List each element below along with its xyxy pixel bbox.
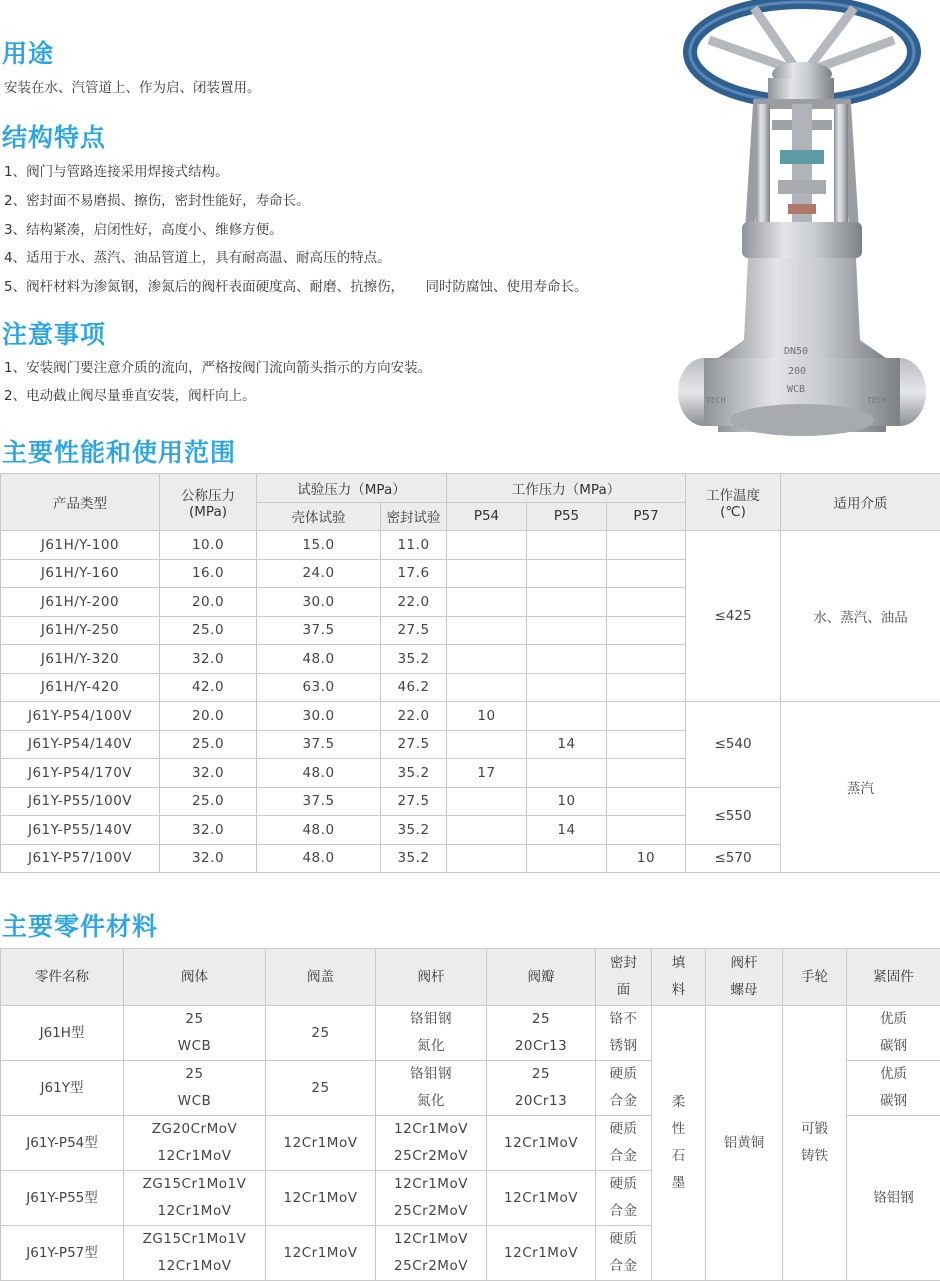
cell-body [124, 1226, 266, 1281]
cell-p57 [607, 673, 686, 702]
cell-medium: 水、蒸汽、油品 [781, 531, 940, 702]
cell-shell: 24.0 [257, 559, 381, 588]
cell-p57 [607, 759, 686, 788]
cell-line: ZG15Cr1Mo1V [124, 1226, 265, 1253]
cell-p55 [527, 531, 607, 560]
cell-type: J61Y-P55/140V [1, 816, 160, 845]
cell-p57 [607, 559, 686, 588]
cell-line: 氮化 [376, 1088, 486, 1115]
cell-seal [596, 1006, 652, 1061]
cell-stem [376, 1061, 487, 1116]
cell-temp: ≤570 [686, 844, 781, 873]
cell-line: 合金 [596, 1253, 651, 1280]
cell-line: 优质 [847, 1006, 940, 1033]
cell-p55: 10 [527, 787, 607, 816]
usage-title: 用途 [2, 34, 54, 70]
cell-seal: 11.0 [381, 531, 447, 560]
cell-temp: ≤540 [686, 702, 781, 788]
cell-line: 12Cr1MoV [376, 1116, 486, 1143]
cell-seal: 35.2 [381, 759, 447, 788]
cell-line: 硬质 [596, 1171, 651, 1198]
col-working-pressure: 工作压力（MPa） [447, 474, 686, 503]
cell-nominal: 32.0 [160, 844, 257, 873]
valve-mark-dn: DN50 [784, 346, 808, 357]
note-line-1: 1、安装阀门要注意介质的流向，严格按阀门流向箭头指示的方向安装。 [4, 356, 431, 376]
cell-p57 [607, 645, 686, 674]
cell-bonnet: 25 [266, 1006, 376, 1061]
cell-seal: 35.2 [381, 645, 447, 674]
materials-table [0, 948, 940, 1281]
cell-nominal: 32.0 [160, 759, 257, 788]
cell-type: J61Y-P54/140V [1, 730, 160, 759]
cell-line: WCB [124, 1033, 265, 1060]
cell-p54 [447, 588, 527, 617]
cell-p54 [447, 816, 527, 845]
cell-line: 25Cr2MoV [376, 1253, 486, 1280]
valve-mark-pressure: 200 [788, 366, 806, 377]
cell-seal [596, 1171, 652, 1226]
cell-p55 [527, 588, 607, 617]
cell-p54 [447, 616, 527, 645]
cell-part: J61Y-P55型 [1, 1171, 124, 1226]
cell-disc: 12Cr1MoV [487, 1226, 596, 1281]
col-working-temp: 工作温度 (℃) [686, 474, 781, 531]
cell-stem [376, 1171, 487, 1226]
cell-line: 25 [124, 1061, 265, 1088]
cell-stem [376, 1226, 487, 1281]
valve-mark-material: WCB [787, 384, 805, 395]
globe-valve-image [664, 0, 940, 455]
materials-table-body [1, 1006, 940, 1281]
cell-stem [376, 1116, 487, 1171]
cell-line: WCB [124, 1088, 265, 1115]
cell-line: 20Cr13 [487, 1033, 595, 1060]
col-disc: 阀瓣 [487, 949, 596, 1006]
cell-line: 硬质 [596, 1116, 651, 1143]
table-row [1, 702, 940, 731]
col-part-name: 零件名称 [1, 949, 124, 1006]
col-body: 阀体 [124, 949, 266, 1006]
cell-nominal: 42.0 [160, 673, 257, 702]
cell-seal [596, 1061, 652, 1116]
cell-shell: 48.0 [257, 645, 381, 674]
cell-line: 优质 [847, 1061, 940, 1088]
feature-line-2: 2、密封面不易磨损、擦伤，密封性能好，寿命长。 [4, 189, 310, 209]
cell-line: 12Cr1MoV [376, 1226, 486, 1253]
cell-part: J61Y-P54型 [1, 1116, 124, 1171]
cell-line: 12Cr1MoV [376, 1171, 486, 1198]
cell-type: J61H/Y-320 [1, 645, 160, 674]
cell-nominal: 25.0 [160, 616, 257, 645]
cell-seal: 17.6 [381, 559, 447, 588]
cell-p55 [527, 759, 607, 788]
cell-line: 硬质 [596, 1226, 651, 1253]
cell-shell: 15.0 [257, 531, 381, 560]
feature-line-4: 4、适用于水、蒸汽、油品管道上，具有耐高温、耐高压的特点。 [4, 246, 391, 266]
cell-line: 柔 [652, 1089, 705, 1116]
col-seal-face: 密封 面 [596, 949, 652, 1006]
cell-nominal: 32.0 [160, 816, 257, 845]
cell-disc [487, 1061, 596, 1116]
cell-fastener: 铬钼钢 [847, 1116, 940, 1281]
cell-stem-nut: 铝黄铜 [706, 1006, 783, 1281]
features-title: 结构特点 [2, 118, 106, 154]
cell-p55 [527, 844, 607, 873]
cell-line: 硬质 [596, 1061, 651, 1088]
table-row [1, 531, 940, 560]
usage-line: 安装在水、汽管道上、作为启、闭装置用。 [4, 76, 261, 96]
cell-body [124, 1171, 266, 1226]
cell-seal: 35.2 [381, 816, 447, 845]
cell-p57 [607, 787, 686, 816]
cell-type: J61H/Y-100 [1, 531, 160, 560]
cell-shell: 48.0 [257, 844, 381, 873]
cell-p57 [607, 616, 686, 645]
cell-line: 石 [652, 1143, 705, 1170]
cell-temp: ≤550 [686, 787, 781, 844]
cell-line: 25Cr2MoV [376, 1143, 486, 1170]
cell-line: 锈钢 [596, 1033, 651, 1060]
cell-p57 [607, 588, 686, 617]
feature-line-5: 5、阀杆材料为渗氮钢，渗氮后的阀杆表面硬度高、耐磨、抗擦伤， 同时防腐蚀、使用寿命长。 [4, 275, 588, 295]
cell-p55: 14 [527, 730, 607, 759]
cell-line: ZG20CrMoV [124, 1116, 265, 1143]
cell-nominal: 32.0 [160, 645, 257, 674]
cell-seal [596, 1226, 652, 1281]
cell-type: J61H/Y-420 [1, 673, 160, 702]
cell-nominal: 25.0 [160, 787, 257, 816]
cell-seal: 27.5 [381, 730, 447, 759]
cell-part: J61Y型 [1, 1061, 124, 1116]
cell-body [124, 1006, 266, 1061]
col-nominal-pressure: 公称压力 (MPa) [160, 474, 257, 531]
cell-bonnet: 12Cr1MoV [266, 1171, 376, 1226]
cell-disc [487, 1006, 596, 1061]
cell-fastener [847, 1006, 940, 1061]
cell-p57 [607, 730, 686, 759]
cell-p54: 17 [447, 759, 527, 788]
feature-line-1: 1、阀门与管路连接采用焊接式结构。 [4, 160, 229, 180]
col-packing: 填 料 [652, 949, 706, 1006]
cell-p54 [447, 787, 527, 816]
cell-nominal: 25.0 [160, 730, 257, 759]
feature-line-3: 3、结构紧凑，启闭性好，高度小、维修方便。 [4, 218, 283, 238]
cell-p55 [527, 559, 607, 588]
cell-seal: 27.5 [381, 787, 447, 816]
cell-p57 [607, 531, 686, 560]
cell-disc: 12Cr1MoV [487, 1116, 596, 1171]
cell-line: 铬钼钢 [376, 1061, 486, 1088]
cell-line: 墨 [652, 1170, 705, 1197]
cell-packing [652, 1006, 706, 1281]
cell-p55 [527, 645, 607, 674]
cell-part: J61H型 [1, 1006, 124, 1061]
cell-line: 12Cr1MoV [124, 1253, 265, 1280]
cell-nominal: 16.0 [160, 559, 257, 588]
cell-seal: 35.2 [381, 844, 447, 873]
cell-stem [376, 1006, 487, 1061]
cell-bonnet: 25 [266, 1061, 376, 1116]
cell-type: J61H/Y-160 [1, 559, 160, 588]
valve-mark-right: TECH [867, 396, 886, 405]
cell-p54 [447, 645, 527, 674]
col-test-pressure: 试验压力（MPa） [257, 474, 447, 503]
cell-shell: 30.0 [257, 588, 381, 617]
cell-p55 [527, 702, 607, 731]
cell-p57 [607, 702, 686, 731]
cell-part: J61Y-P57型 [1, 1226, 124, 1281]
cell-line: 碳钢 [847, 1088, 940, 1115]
notes-title: 注意事项 [2, 315, 106, 351]
col-stem: 阀杆 [376, 949, 487, 1006]
cell-line: 12Cr1MoV [124, 1198, 265, 1225]
cell-fastener [847, 1061, 940, 1116]
cell-p57: 10 [607, 844, 686, 873]
cell-seal: 22.0 [381, 702, 447, 731]
cell-p57 [607, 816, 686, 845]
cell-body [124, 1061, 266, 1116]
cell-type: J61H/Y-200 [1, 588, 160, 617]
note-line-2: 2、电动截止阀尽量垂直安装，阀杆向上。 [4, 384, 256, 404]
cell-p54: 10 [447, 702, 527, 731]
cell-line: 25 [124, 1006, 265, 1033]
cell-handwheel [783, 1006, 847, 1281]
cell-disc: 12Cr1MoV [487, 1171, 596, 1226]
cell-type: J61Y-P57/100V [1, 844, 160, 873]
cell-seal: 46.2 [381, 673, 447, 702]
cell-body [124, 1116, 266, 1171]
cell-shell: 37.5 [257, 730, 381, 759]
cell-line: 铬不 [596, 1006, 651, 1033]
cell-line: ZG15Cr1Mo1V [124, 1171, 265, 1198]
cell-shell: 48.0 [257, 759, 381, 788]
cell-type: J61Y-P54/100V [1, 702, 160, 731]
cell-line: 氮化 [376, 1033, 486, 1060]
cell-p54 [447, 559, 527, 588]
cell-line: 合金 [596, 1088, 651, 1115]
cell-temp: ≤425 [686, 531, 781, 702]
cell-seal: 22.0 [381, 588, 447, 617]
valve-mark-left: TECH [706, 396, 725, 405]
col-fastener: 紧固件 [847, 949, 940, 1006]
cell-nominal: 10.0 [160, 531, 257, 560]
cell-bonnet: 12Cr1MoV [266, 1116, 376, 1171]
cell-shell: 63.0 [257, 673, 381, 702]
col-seal-test: 密封试验 [381, 502, 447, 531]
table-row [1, 1006, 940, 1061]
cell-shell: 30.0 [257, 702, 381, 731]
col-shell-test: 壳体试验 [257, 502, 381, 531]
cell-type: J61Y-P54/170V [1, 759, 160, 788]
cell-line: 25Cr2MoV [376, 1198, 486, 1225]
cell-type: J61H/Y-250 [1, 616, 160, 645]
cell-nominal: 20.0 [160, 588, 257, 617]
col-handwheel: 手轮 [783, 949, 847, 1006]
col-product-type: 产品类型 [1, 474, 160, 531]
cell-p54 [447, 673, 527, 702]
cell-seal [596, 1116, 652, 1171]
cell-p54 [447, 531, 527, 560]
cell-line: 25 [487, 1006, 595, 1033]
cell-line: 可锻 [783, 1116, 846, 1143]
performance-title: 主要性能和使用范围 [2, 433, 236, 469]
cell-shell: 37.5 [257, 616, 381, 645]
cell-shell: 48.0 [257, 816, 381, 845]
cell-p54 [447, 844, 527, 873]
cell-shell: 37.5 [257, 787, 381, 816]
materials-title: 主要零件材料 [2, 907, 158, 943]
cell-p55 [527, 616, 607, 645]
cell-line: 20Cr13 [487, 1088, 595, 1115]
cell-line: 铸铁 [783, 1143, 846, 1170]
performance-table-body [1, 531, 940, 873]
cell-line: 合金 [596, 1198, 651, 1225]
cell-type: J61Y-P55/100V [1, 787, 160, 816]
cell-line: 碳钢 [847, 1033, 940, 1060]
cell-medium: 蒸汽 [781, 702, 940, 873]
cell-p55 [527, 673, 607, 702]
col-bonnet: 阀盖 [266, 949, 376, 1006]
cell-line: 25 [487, 1061, 595, 1088]
cell-seal: 27.5 [381, 616, 447, 645]
cell-line: 性 [652, 1116, 705, 1143]
col-p54: P54 [447, 502, 527, 531]
cell-bonnet: 12Cr1MoV [266, 1226, 376, 1281]
col-stem-nut: 阀杆 螺母 [706, 949, 783, 1006]
cell-line: 铬钼钢 [376, 1006, 486, 1033]
cell-nominal: 20.0 [160, 702, 257, 731]
col-medium: 适用介质 [781, 474, 940, 531]
col-p55: P55 [527, 502, 607, 531]
performance-table [0, 473, 940, 873]
col-p57: P57 [607, 502, 686, 531]
cell-p55: 14 [527, 816, 607, 845]
cell-line: 合金 [596, 1143, 651, 1170]
cell-line: 12Cr1MoV [124, 1143, 265, 1170]
cell-p54 [447, 730, 527, 759]
